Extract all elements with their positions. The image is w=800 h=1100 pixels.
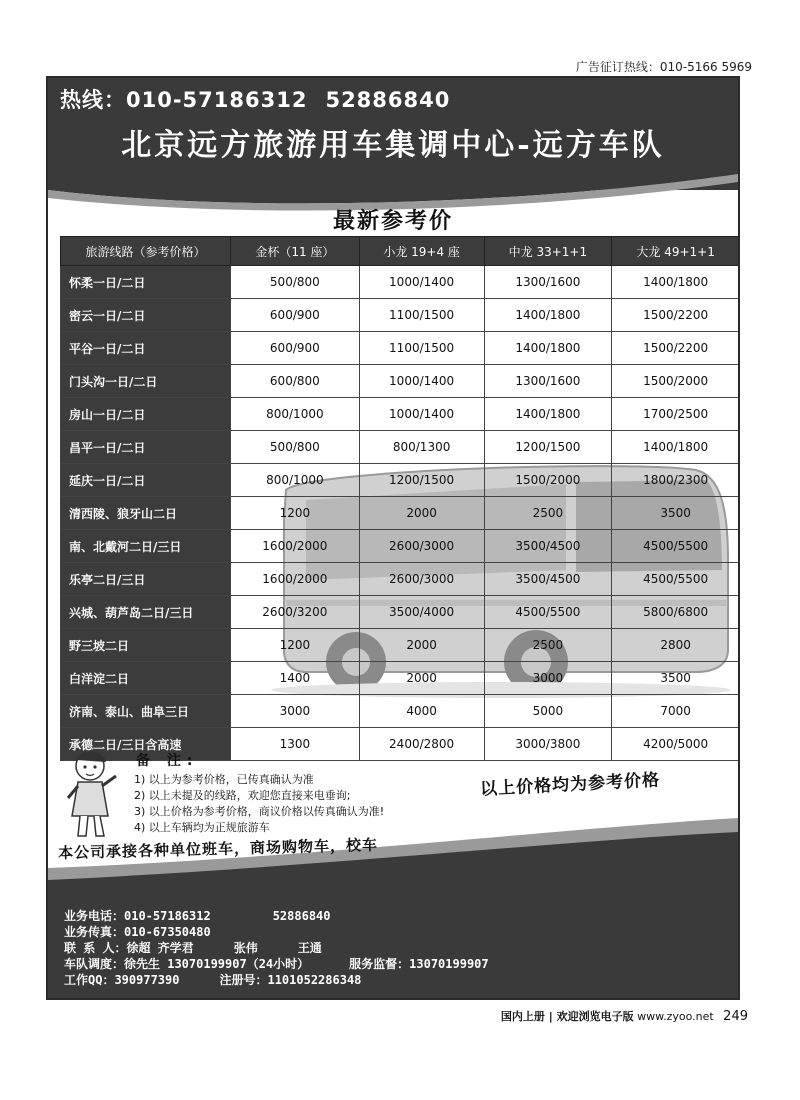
contact-block <box>64 908 489 988</box>
contact-person-3: 张伟 <box>233 941 258 955</box>
price-cell: 2000 <box>359 497 484 530</box>
header-jinbei: 金杯（11 座） <box>231 237 360 266</box>
header-xiaolong: 小龙 19+4 座 <box>359 237 484 266</box>
price-cell: 5800/6800 <box>612 596 740 629</box>
route-name: 房山一日/二日 <box>61 398 231 431</box>
price-cell: 2600/3000 <box>359 530 484 563</box>
price-cell: 1600/2000 <box>231 530 360 563</box>
reference-price-slogan: 以上价格均为参考价格 <box>479 770 661 800</box>
list-item: 1) 以上为参考价格，已传真确认为准 <box>134 773 314 786</box>
list-item: 4) 以上车辆均为正规旅游车 <box>134 821 270 834</box>
route-name: 野三坡二日 <box>61 629 231 662</box>
hotline-number-2: 52886840 <box>325 88 451 112</box>
price-cell: 2500 <box>484 629 612 662</box>
ad-hotline: 广告征订热线：010-5166 5969 <box>575 60 752 74</box>
hotline-number-1: 热线：010-57186312 <box>60 88 308 112</box>
contact-persons: 联 系 人：徐超 齐学君 <box>64 941 194 955</box>
route-name: 门头沟一日/二日 <box>61 365 231 398</box>
price-cell: 1700/2500 <box>612 398 740 431</box>
header-route: 旅游线路（参考价格） <box>61 237 231 266</box>
business-fax: 业务传真：010-67350480 <box>64 925 211 939</box>
table-row <box>61 398 740 431</box>
price-cell: 7000 <box>612 695 740 728</box>
price-cell: 2600/3200 <box>231 596 360 629</box>
company-name: 北京远方旅游用车集调中心-远方车队 <box>121 128 665 163</box>
route-name: 济南、泰山、曲阜三日 <box>61 695 231 728</box>
notes-title: 备 注: <box>136 753 199 769</box>
price-cell: 3000 <box>231 695 360 728</box>
price-cell: 2600/3000 <box>359 563 484 596</box>
route-name: 乐亭二日/三日 <box>61 563 231 596</box>
table-row <box>61 365 740 398</box>
price-cell: 3500/4500 <box>484 530 612 563</box>
price-cell: 600/900 <box>231 299 360 332</box>
header-dalong: 大龙 49+1+1 <box>612 237 740 266</box>
table-row <box>61 596 740 629</box>
price-cell: 4500/5500 <box>484 596 612 629</box>
price-cell: 4200/5000 <box>612 728 740 761</box>
business-phone: 业务电话：010-57186312 <box>64 909 211 923</box>
price-cell: 1500/2200 <box>612 299 740 332</box>
route-name: 白洋淀二日 <box>61 662 231 695</box>
footer-url[interactable]: www.zyoo.net <box>637 1010 714 1023</box>
price-cell: 3500/4000 <box>359 596 484 629</box>
price-cell: 2000 <box>359 662 484 695</box>
price-title: 最新参考价 <box>332 208 453 234</box>
page-footer <box>501 1008 748 1024</box>
route-name: 承德二日/三日含高速 <box>61 728 231 761</box>
price-cell: 3500 <box>612 497 740 530</box>
hotline <box>60 84 450 114</box>
table-row <box>61 464 740 497</box>
work-qq: 工作QQ：390977390 <box>64 973 180 987</box>
price-cell: 1100/1500 <box>359 299 484 332</box>
price-cell: 800/1300 <box>359 431 484 464</box>
table-row <box>61 332 740 365</box>
price-cell: 1500/2200 <box>612 332 740 365</box>
service-supervisor: 服务监督：13070199907 <box>349 957 489 971</box>
price-cell: 2500 <box>484 497 612 530</box>
price-cell: 500/800 <box>231 431 360 464</box>
price-cell: 800/1000 <box>231 398 360 431</box>
price-cell: 1400/1800 <box>612 266 740 299</box>
price-cell: 1100/1500 <box>359 332 484 365</box>
header-zhonglong: 中龙 33+1+1 <box>484 237 612 266</box>
price-cell: 4500/5500 <box>612 563 740 596</box>
price-cell: 1300/1600 <box>484 365 612 398</box>
price-cell: 2800 <box>612 629 740 662</box>
price-cell: 1500/2000 <box>484 464 612 497</box>
price-cell: 1000/1400 <box>359 398 484 431</box>
table-row <box>61 266 740 299</box>
route-name: 清西陵、狼牙山二日 <box>61 497 231 530</box>
price-cell: 1400/1800 <box>612 431 740 464</box>
price-cell: 3000/3800 <box>484 728 612 761</box>
table-row <box>61 299 740 332</box>
route-name: 怀柔一日/二日 <box>61 266 231 299</box>
price-cell: 3500/4500 <box>484 563 612 596</box>
price-cell: 3000 <box>484 662 612 695</box>
price-table <box>60 236 740 761</box>
price-cell: 800/1000 <box>231 464 360 497</box>
notes-list <box>134 772 384 836</box>
price-cell: 1400/1800 <box>484 332 612 365</box>
table-row <box>61 662 740 695</box>
price-cell: 4500/5500 <box>612 530 740 563</box>
registration-number: 注册号：1101052286348 <box>219 973 362 987</box>
route-name: 平谷一日/二日 <box>61 332 231 365</box>
services-line: 本公司承接各种单位班车，商场购物车，校车 <box>57 835 379 863</box>
price-cell: 600/900 <box>231 332 360 365</box>
table-row <box>61 497 740 530</box>
route-name: 昌平一日/二日 <box>61 431 231 464</box>
route-name: 密云一日/二日 <box>61 299 231 332</box>
price-cell: 1000/1400 <box>359 365 484 398</box>
business-phone-2: 52886840 <box>272 909 331 923</box>
price-cell: 500/800 <box>231 266 360 299</box>
price-cell: 1000/1400 <box>359 266 484 299</box>
table-row <box>61 431 740 464</box>
table-row <box>61 530 740 563</box>
table-row <box>61 563 740 596</box>
price-table-header <box>61 237 740 266</box>
price-cell: 3500 <box>612 662 740 695</box>
list-item: 3) 以上价格为参考价格，商议价格以传真确认为准! <box>134 805 385 818</box>
price-cell: 1200/1500 <box>359 464 484 497</box>
ad-frame <box>46 76 740 1000</box>
price-cell: 1400/1800 <box>484 299 612 332</box>
table-row <box>61 629 740 662</box>
price-cell: 1500/2000 <box>612 365 740 398</box>
price-cell: 4000 <box>359 695 484 728</box>
price-cell: 5000 <box>484 695 612 728</box>
table-row <box>61 695 740 728</box>
price-cell: 2000 <box>359 629 484 662</box>
price-cell: 1300 <box>231 728 360 761</box>
page-number: 249 <box>723 1009 748 1024</box>
route-name: 兴城、葫芦岛二日/三日 <box>61 596 231 629</box>
route-name: 南、北戴河二日/三日 <box>61 530 231 563</box>
price-cell: 1200 <box>231 497 360 530</box>
price-cell: 1400/1800 <box>484 398 612 431</box>
price-cell: 2400/2800 <box>359 728 484 761</box>
price-cell: 1600/2000 <box>231 563 360 596</box>
notes-block <box>62 746 740 846</box>
price-cell: 600/800 <box>231 365 360 398</box>
price-cell: 1800/2300 <box>612 464 740 497</box>
price-cell: 1300/1600 <box>484 266 612 299</box>
route-name: 延庆一日/二日 <box>61 464 231 497</box>
price-cell: 1400 <box>231 662 360 695</box>
footer-text: 国内上册 | 欢迎浏览电子版 <box>500 1010 634 1023</box>
contact-person-4: 王通 <box>297 941 322 955</box>
mascot-icon <box>62 746 120 842</box>
fleet-dispatch: 车队调度：徐先生 13070199907（24小时） <box>64 957 310 971</box>
list-item: 2) 以上未提及的线路，欢迎您直接来电垂询; <box>134 789 351 802</box>
price-cell: 1200 <box>231 629 360 662</box>
price-cell: 1200/1500 <box>484 431 612 464</box>
